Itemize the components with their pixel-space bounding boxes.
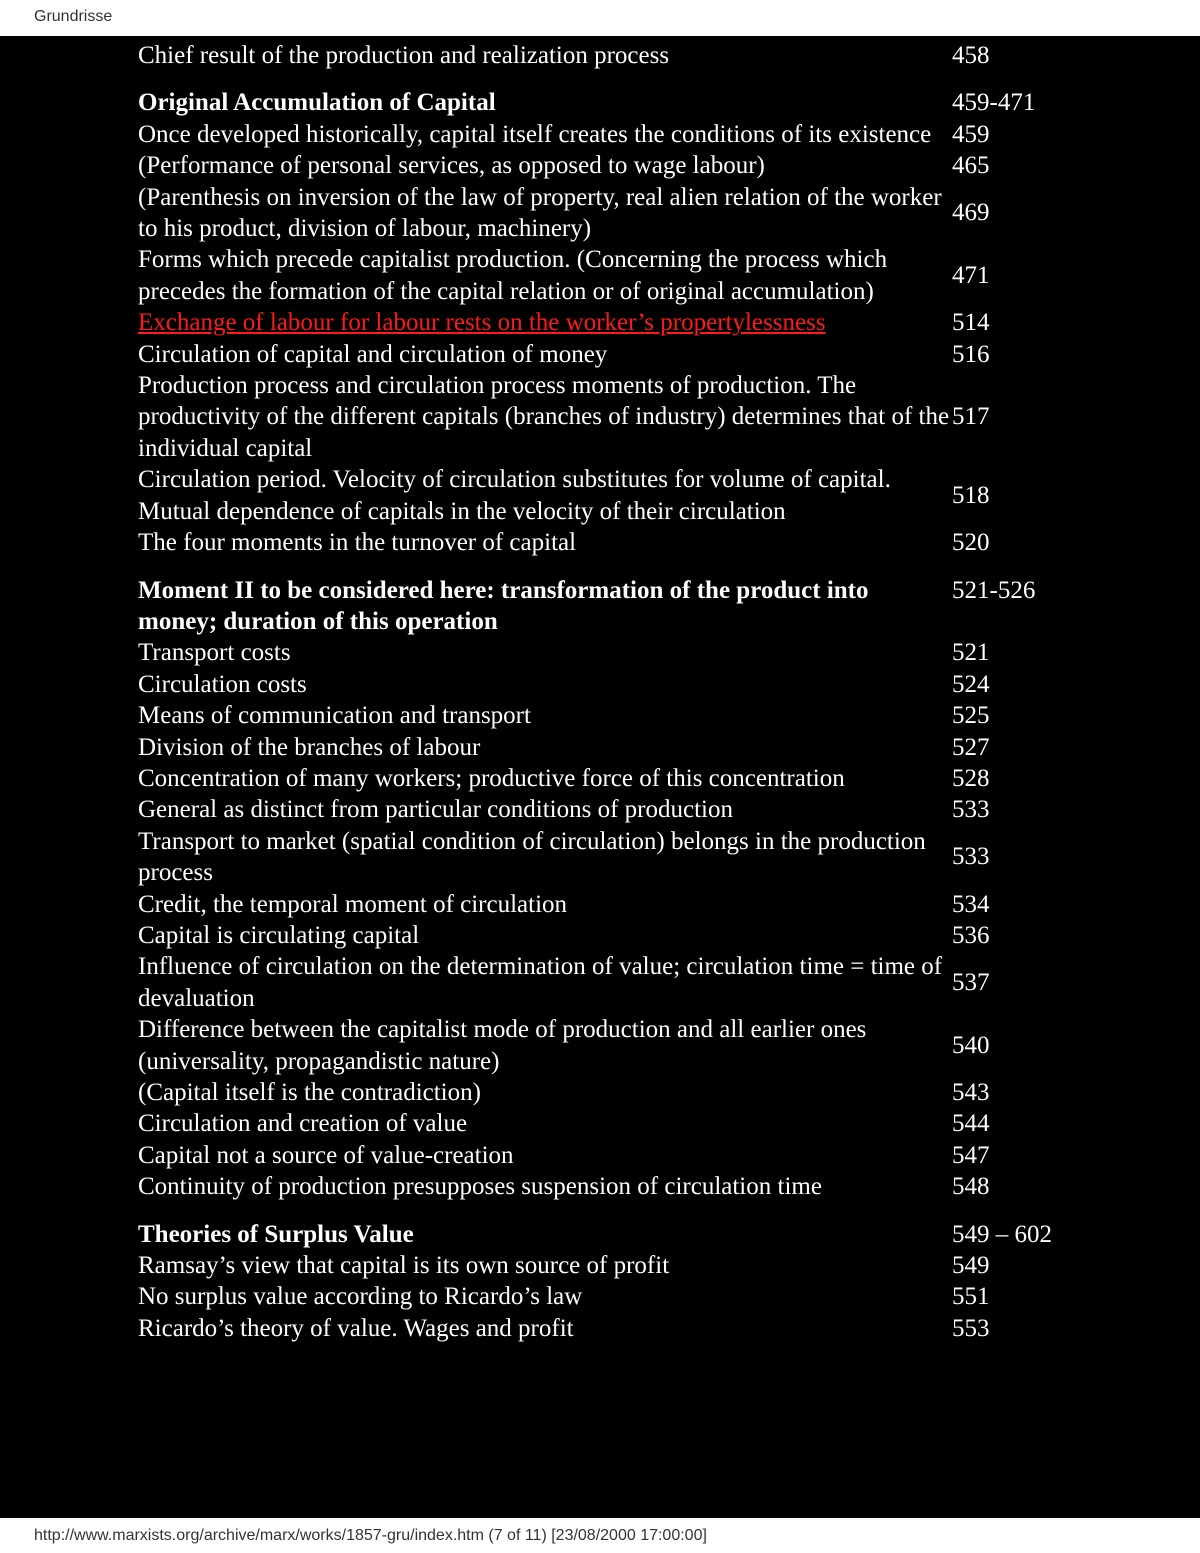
page-number: 525	[952, 702, 990, 730]
toc-entry-row	[138, 889, 1078, 920]
toc-entry-row	[138, 1171, 1078, 1202]
page-number: 514	[952, 309, 990, 337]
toc-entry-row	[138, 794, 1078, 825]
page-number: 549 – 602	[952, 1220, 1052, 1248]
toc-entry-text: Production process and circulation process moments of production. The productivity of the different capitals (branches of industry) determines that of the individual capital	[138, 372, 950, 462]
section-heading-row	[138, 87, 1078, 118]
page-number: 543	[952, 1079, 990, 1106]
page-number: 469	[952, 199, 990, 227]
page-number: 458	[952, 42, 990, 69]
toc-entry-row	[138, 244, 1078, 307]
toc-entry-text: Transport costs	[138, 639, 291, 667]
toc-link-row[interactable]	[138, 307, 1078, 338]
page-number: 553	[952, 1314, 990, 1342]
toc-entry-text: The four moments in the turnover of capital	[138, 529, 577, 557]
toc-entry-row	[138, 464, 1078, 527]
toc-entry-row	[138, 182, 1078, 245]
page-number: 547	[952, 1141, 990, 1169]
toc-entry-row	[138, 700, 1078, 731]
page-number: 527	[952, 733, 990, 761]
document-body	[0, 36, 1200, 1518]
toc-entry-text: Circulation and creation of value	[138, 1110, 468, 1138]
toc-entry-text: Ramsay’s view that capital is its own source of profit	[138, 1252, 670, 1280]
toc-entry-text: Means of communication and transport	[138, 702, 531, 730]
toc-entry-row	[138, 1250, 1078, 1281]
toc-entry-text: (Parenthesis on inversion of the law of property, real alien relation of the worker to his product, division of labour, machinery)	[138, 183, 942, 243]
toc-entry-row	[138, 1108, 1078, 1139]
toc-entry-row	[138, 637, 1078, 668]
page-number: 465	[952, 152, 990, 180]
section-heading-row	[138, 1219, 1078, 1250]
page-number: 518	[952, 481, 990, 509]
toc-entry-row	[138, 119, 1078, 150]
toc-entry-row	[138, 150, 1078, 181]
toc-entry-row	[138, 951, 1078, 1014]
toc-entry-row	[138, 1077, 1078, 1108]
toc-entry-text: (Capital itself is the contradiction)	[138, 1079, 481, 1106]
toc-entry-row	[138, 1014, 1078, 1077]
page-number: 544	[952, 1110, 990, 1138]
toc-entry-text: Capital is circulating capital	[138, 921, 420, 949]
page-number: 520	[952, 529, 990, 557]
page-number: 516	[952, 340, 990, 368]
page-number: 549	[952, 1252, 990, 1280]
page-number: 534	[952, 890, 990, 918]
toc-entry-text: No surplus value according to Ricardo’s law	[138, 1283, 583, 1311]
toc-entry-text: Transport to market (spatial condition of circulation) belongs in the production process	[138, 827, 926, 887]
section-heading-text: Moment II to be considered here: transformation of the product into money; duration of this operation	[138, 576, 869, 635]
table-of-contents	[138, 40, 1078, 1344]
toc-entry-text: Credit, the temporal moment of circulation	[138, 890, 568, 918]
page-number: 540	[952, 1031, 990, 1059]
toc-entry-text: (Performance of personal services, as opposed to wage labour)	[138, 152, 765, 180]
page-number: 471	[952, 262, 990, 290]
toc-entry-text: Capital not a source of value-creation	[138, 1141, 514, 1169]
page-number: 517	[952, 403, 990, 431]
page-number: 533	[952, 843, 990, 871]
section-heading-row	[138, 575, 1078, 638]
toc-entry-row	[138, 669, 1078, 700]
toc-entry-row	[138, 732, 1078, 763]
toc-entry-text: Forms which precede capitalist production. (Concerning the process which precedes the formation of the capital relation or of original accumulation)	[138, 246, 888, 305]
toc-entry-row	[138, 40, 1078, 71]
toc-entry-text: Circulation costs	[138, 670, 307, 698]
toc-entry-row	[138, 826, 1078, 889]
page-number: 528	[952, 764, 990, 792]
section-heading-text: Theories of Surplus Value	[138, 1220, 414, 1248]
toc-entry-row	[138, 339, 1078, 370]
toc-entry-row	[138, 1313, 1078, 1344]
page-header	[0, 0, 1200, 36]
page-number: 459	[952, 120, 990, 148]
toc-entry-row	[138, 763, 1078, 794]
page-number: 521	[952, 639, 990, 667]
page-title: Grundrisse	[34, 8, 113, 25]
page-number: 533	[952, 796, 990, 824]
toc-entry-text: Circulation period. Velocity of circulation substitutes for volume of capital. Mutual dependence of capitals in the velocity of their circulation	[138, 466, 891, 525]
page-number: 459-471	[952, 89, 1036, 117]
toc-entry-text: Continuity of production presupposes suspension of circulation time	[138, 1173, 822, 1201]
toc-entry-text: Ricardo’s theory of value. Wages and profit	[138, 1314, 574, 1342]
page-number: 521-526	[952, 576, 1036, 604]
toc-entry-text: General as distinct from particular conditions of production	[138, 796, 733, 824]
toc-link-text[interactable]: Exchange of labour for labour rests on the worker’s propertylessness	[138, 309, 826, 337]
toc-entry-row	[138, 370, 1078, 464]
toc-entry-row	[138, 1140, 1078, 1171]
toc-entry-text: Influence of circulation on the determination of value; circulation time = time of devaluation	[138, 953, 943, 1012]
toc-entry-text: Difference between the capitalist mode of production and all earlier ones (universality, propagandistic nature)	[138, 1016, 867, 1075]
section-heading-text: Original Accumulation of Capital	[138, 89, 496, 117]
page-number: 551	[952, 1283, 990, 1311]
toc-entry-row	[138, 527, 1078, 558]
toc-entry-text: Chief result of the production and realization process	[138, 42, 670, 69]
toc-entry-text: Once developed historically, capital itself creates the conditions of its existence	[138, 120, 932, 148]
page-number: 537	[952, 969, 990, 997]
toc-entry-row	[138, 920, 1078, 951]
toc-entry-row	[138, 1281, 1078, 1312]
page-number: 536	[952, 921, 990, 949]
toc-entry-text: Division of the branches of labour	[138, 733, 481, 761]
toc-entry-text: Circulation of capital and circulation of money	[138, 340, 608, 368]
page-number: 524	[952, 670, 990, 698]
page-number: 548	[952, 1173, 990, 1201]
toc-entry-text: Concentration of many workers; productive force of this concentration	[138, 764, 845, 792]
page-footer	[0, 1518, 1200, 1553]
source-url: http://www.marxists.org/archive/marx/works/1857-gru/index.htm (7 of 11) [23/08/2000 17:00:00]	[34, 1527, 707, 1544]
